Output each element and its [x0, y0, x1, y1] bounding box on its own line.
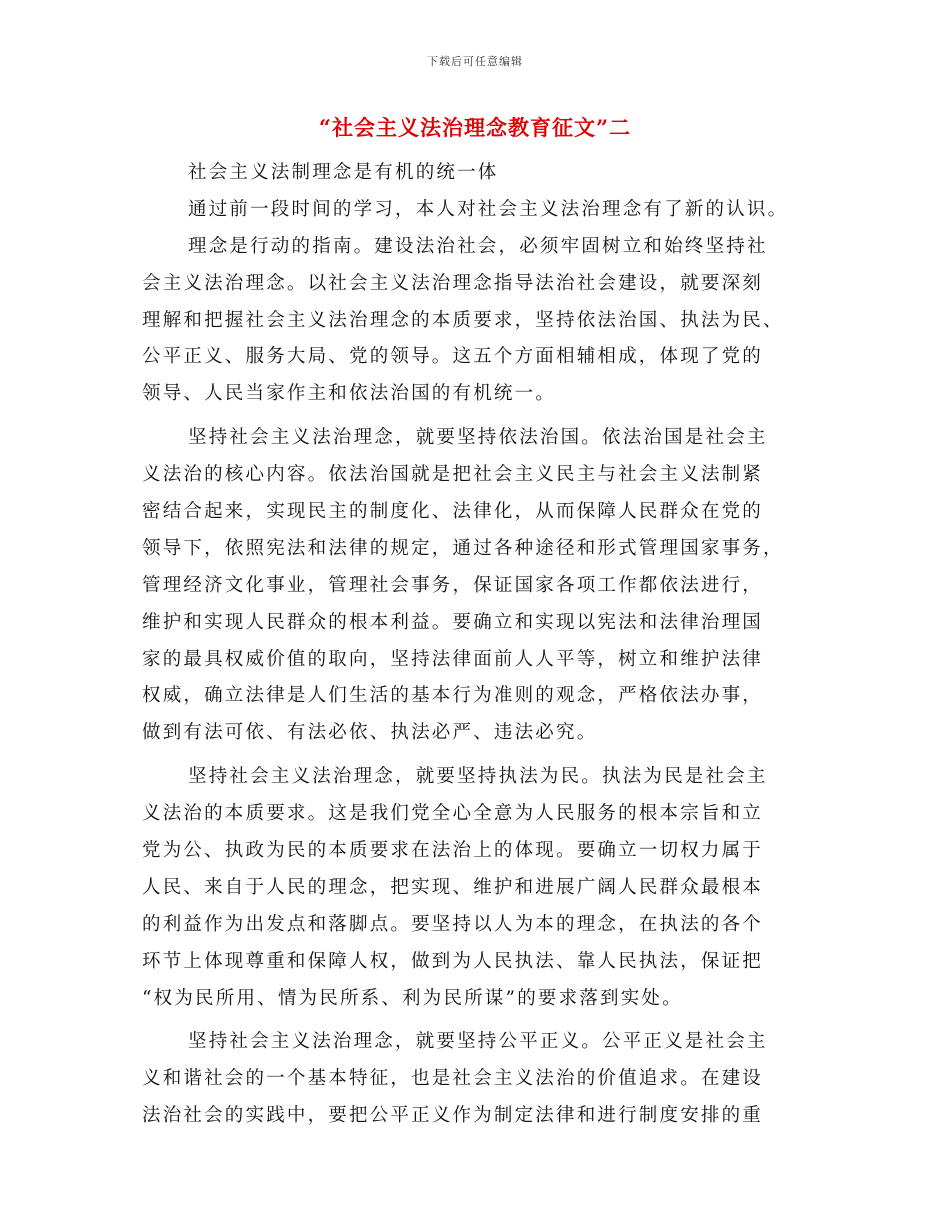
body-line: 人民、来自于人民的理念，把实现、维护和进展广阔人民群众最根本: [142, 876, 764, 898]
body-line: “权为民所用、情为民所系、利为民所谋”的要求落到实处。: [142, 987, 683, 1009]
body-line: 法治社会的实践中，要把公平正义作为制定法律和进行制度安排的重: [142, 1105, 764, 1127]
body-line: 密结合起来，实现民主的制度化、法律化，从而保障人民群众在党的: [142, 501, 764, 523]
body-line: 维护和实现人民群众的根本利益。要确立和实现以宪法和法律治理国: [142, 611, 764, 633]
body-line: 家的最具权威价值的取向，坚持法律面前人人平等，树立和维护法律: [142, 648, 764, 670]
body-line: 管理经济文化事业，管理社会事务，保证国家各项工作都依法进行，: [142, 574, 764, 596]
body-line: 理念是行动的指南。建设法治社会，必须牢固树立和始终坚持社: [188, 235, 768, 257]
body-line: 的利益作为出发点和落脚点。要坚持以人为本的理念，在执法的各个: [142, 913, 764, 935]
body-line: 做到有法可依、有法必依、执法必严、违法必究。: [142, 722, 598, 744]
body-line: 公平正义、服务大局、党的领导。这五个方面相辅相成，体现了党的: [142, 346, 764, 368]
body-line: 会主义法治理念。以社会主义法治理念指导法治社会建设，就要深刻: [142, 272, 764, 294]
body-line: 坚持社会主义法治理念，就要坚持执法为民。执法为民是社会主: [188, 766, 768, 788]
body-line: 领导、人民当家作主和依法治国的有机统一。: [142, 383, 557, 405]
body-line: 环节上体现尊重和保障人权，做到为人民执法、靠人民执法，保证把: [142, 950, 764, 972]
document-body: [142, 155, 807, 1135]
body-line: 通过前一段时间的学习，本人对社会主义法治理念有了新的认识。: [188, 198, 789, 220]
body-line: 义和谐社会的一个基本特征，也是社会主义法治的价值追求。在建设: [142, 1068, 764, 1090]
body-line: 党为公、执政为民的本质要求在法治上的体现。要确立一切权力属于: [142, 840, 764, 862]
body-line: 权威，确立法律是人们生活的基本行为准则的观念，严格依法办事，: [142, 685, 764, 707]
body-line: 坚持社会主义法治理念，就要坚持依法治国。依法治国是社会主: [188, 427, 768, 449]
page-header-note: 下载后可任意编辑: [427, 55, 523, 68]
body-line: 义法治的核心内容。依法治国就是把社会主义民主与社会主义法制紧: [142, 464, 764, 486]
body-line: 社会主义法制理念是有机的统一体: [188, 162, 499, 183]
body-line: 领导下，依照宪法和法律的规定，通过各种途径和形式管理国家事务，: [142, 537, 784, 559]
body-line: 理解和把握社会主义法治理念的本质要求，坚持依法治国、执法为民、: [142, 309, 784, 331]
body-line: 坚持社会主义法治理念，就要坚持公平正义。公平正义是社会主: [188, 1031, 768, 1053]
document-title: “社会主义法治理念教育征文”二: [318, 115, 632, 140]
body-line: 义法治的本质要求。这是我们党全心全意为人民服务的根本宗旨和立: [142, 803, 764, 825]
